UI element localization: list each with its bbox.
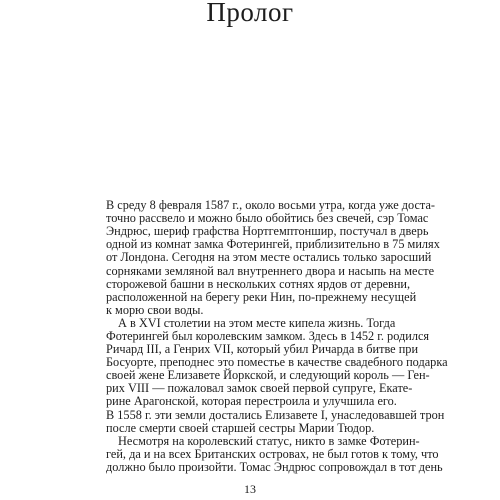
text-line: должно было произойти. Томас Эндрюс сопровождал в тот день (106, 459, 443, 474)
text-line: от Лондона. Сегодня на этом месте остались только заросший (106, 250, 432, 265)
text-line: своей жене Елизавете Йоркской, и следующий король — Ген- (106, 368, 430, 383)
text-line: В среду 8 февраля 1587 г., около восьми утра, когда уже доста- (106, 198, 436, 212)
text-line: Фотерингей был королевским замком. Здесь в 1452 г. родился (106, 329, 430, 343)
chapter-title: Пролог (206, 0, 294, 27)
page-number: 13 (244, 482, 256, 496)
text-line: Босуорте, преподнес это поместье в качестве свадебного подарка (106, 355, 448, 370)
text-line: к морю свои воды. (106, 302, 204, 317)
text-line: А в XVI столетии на этом месте кипела жизнь. Тогда (118, 315, 396, 330)
text-line: Ричард III, а Генрих VII, который убил Ричарда в битве при (106, 342, 419, 356)
text-line: рих VIII — пожаловал замок своей первой супруге, Екате- (106, 381, 413, 396)
text-line: после смерти своей старшей сестры Марии Тюдор. (106, 420, 375, 435)
text-line: сторожевой башни в нескольких сотнях ярдов от деревни, (106, 276, 411, 291)
text-line: точно рассвело и можно было обойтись без свечей, сэр Томас (106, 211, 429, 226)
text-line: рине Арагонской, которая перестроила и улучшила его. (106, 394, 397, 409)
text-line: сорняками земляной вал внутреннего двора и насыпь на месте (106, 263, 435, 278)
text-line: В 1558 г. эти земли достались Елизавете I, унаследовавшей трон (106, 407, 445, 422)
text-line: Несмотря на королевский статус, никто в замке Фотерин- (118, 433, 420, 448)
text-line: расположенной на берегу реки Нин, по-прежнему несущей (106, 289, 417, 304)
text-line: одной из комнат замка Фотерингей, приблизительно в 75 милях (106, 237, 440, 252)
text-line: гей, да и на всех Британских островах, не был готов к тому, что (106, 446, 439, 461)
text-line: Эндрюс, шериф графства Нортгемптоншир, постучал в дверь (106, 224, 429, 239)
